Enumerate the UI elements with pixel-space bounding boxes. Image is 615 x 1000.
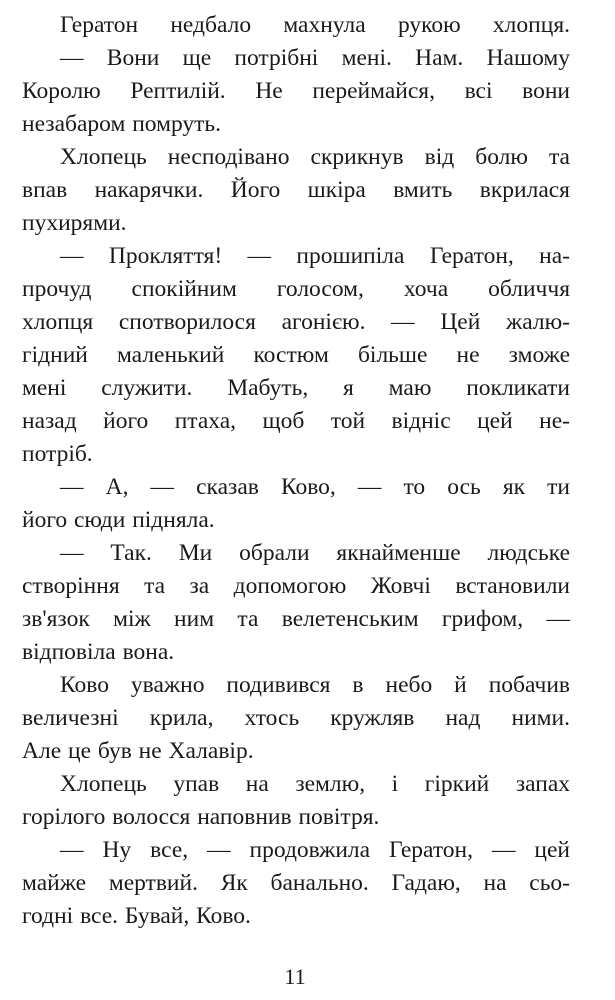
text-line: величезні крила, хтось кружляв над ними. — [22, 705, 570, 731]
text-line: хлопця спотворилося агонією. — Цей жалю- — [22, 309, 570, 335]
text-line: горілого волосся наповнив повітря. — [22, 804, 380, 830]
text-line: гідний маленький костюм більше не зможе — [22, 342, 570, 368]
text-line: його сюди підняла. — [22, 507, 215, 533]
text-line: майже мертвий. Як банально. Гадаю, на сьо- — [22, 870, 570, 896]
text-line: потріб. — [22, 441, 93, 467]
text-line: — Прокляття! — прошипіла Гератон, на- — [60, 243, 570, 269]
text-line: зв'язок між ним та велетенським грифом, — — [22, 606, 570, 632]
text-line: — Вони ще потрібні мені. Нам. Нашому — [60, 45, 570, 71]
text-line: відповіла вона. — [22, 639, 175, 665]
text-line: незабаром помруть. — [22, 111, 221, 137]
text-line: створіння та за допомогою Жовчі встановили — [22, 573, 570, 599]
text-line: прочуд спокійним голосом, хоча обличчя — [22, 276, 570, 302]
text-line: Хлопець упав на землю, і гіркий запах — [60, 771, 570, 797]
text-line: — Ну все, — продовжила Гератон, — цей — [60, 837, 570, 863]
text-line: мені служити. Мабуть, я маю покликати — [22, 375, 570, 401]
text-line: — А, — сказав Ково, — то ось як ти — [60, 474, 570, 500]
text-line: Але це був не Халавір. — [22, 738, 254, 764]
text-line: впав накарячки. Його шкіра вмить вкрилася — [22, 177, 570, 203]
text-line: Ково уважно подивився в небо й побачив — [60, 672, 570, 698]
book-page-text — [22, 9, 570, 933]
text-line: назад його птаха, щоб той відніс цей не- — [22, 408, 570, 434]
text-line: годні все. Бувай, Ково. — [22, 903, 251, 929]
text-line: — Так. Ми обрали якнайменше людське — [60, 540, 570, 566]
page-number: 11 — [284, 964, 306, 989]
text-line: пухирями. — [22, 210, 127, 236]
text-line: Королю Рептилій. Не переймайся, всі вони — [22, 78, 570, 104]
text-line: Хлопець несподівано скрикнув від болю та — [60, 144, 570, 170]
text-line: Гератон недбало махнула рукою хлопця. — [60, 12, 570, 38]
